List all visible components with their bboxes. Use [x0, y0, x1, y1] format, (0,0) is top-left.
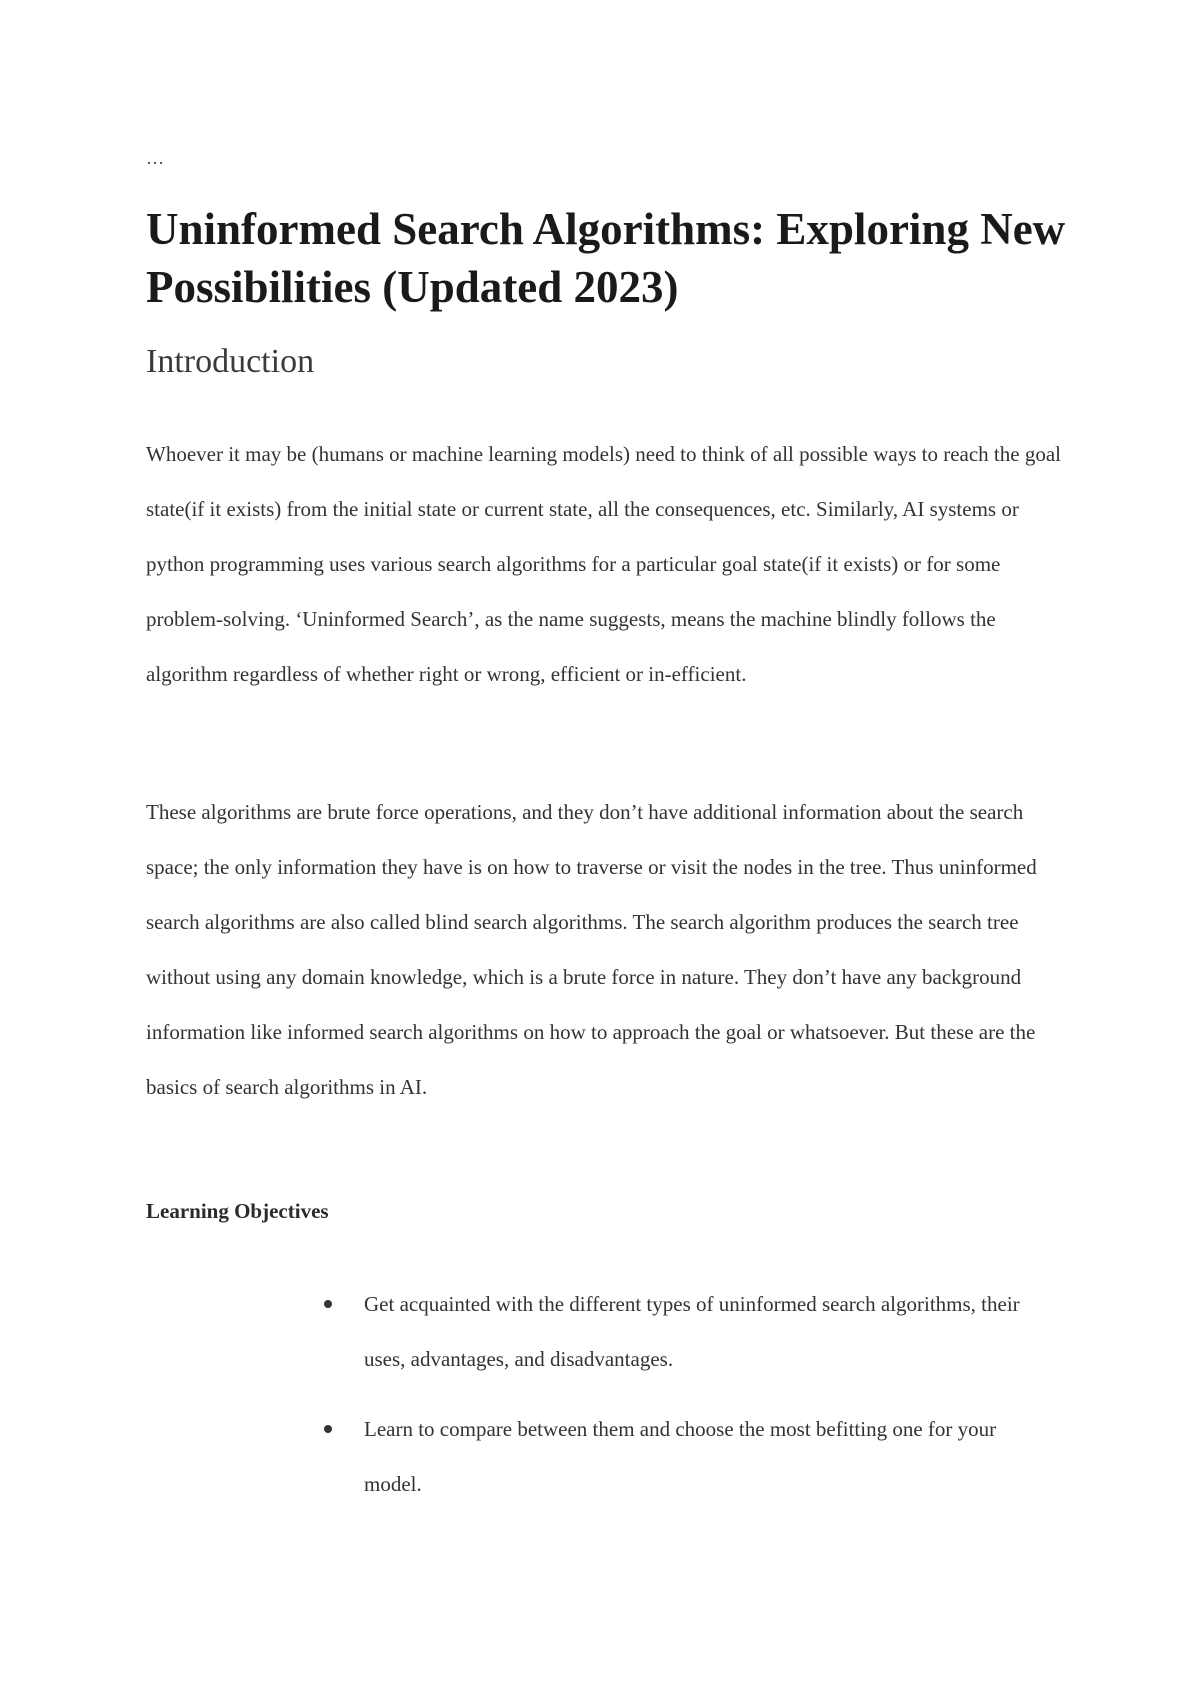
list-item-text: Learn to compare between them and choose the most befitting one for your model. [364, 1417, 997, 1496]
learning-objectives-heading: Learning Objectives [146, 1199, 329, 1223]
intro-paragraph-1: Whoever it may be (humans or machine learning models) need to think of all possible ways to reach the goal state(if it exists) from the initial state or current state, all the consequences, etc. Similarly, AI systems or python programming uses various search algorithms for a particular goal state(if it exists) or for some problem-solving. ‘Uninformed Search’, as the name suggests, means the machine blindly follows the algorithm regardless of whether right or wrong, efficient or in-efficient. [146, 442, 1061, 686]
learning-objectives-list [324, 1277, 1054, 1527]
list-item-text: Get acquainted with the different types of uninformed search algorithms, their uses, advantages, and disadvantages. [364, 1292, 1020, 1371]
bullet-icon [324, 1300, 332, 1308]
section-heading-introduction: Introduction [146, 343, 315, 380]
page-title: Uninformed Search Algorithms: Exploring New Possibilities (Updated 2023) [146, 204, 1066, 312]
bullet-icon [324, 1425, 332, 1433]
intro-paragraph-2: These algorithms are brute force operations, and they don’t have additional information about the search space; the only information they have is on how to traverse or visit the nodes in the tree. Thus uninformed search algorithms are also called blind search algorithms. The search algorithm produces the search tree without using any domain knowledge, which is a brute force in nature. They don’t have any background information like informed search algorithms on how to approach the goal or whatsoever. But these are the basics of search algorithms in AI. [146, 800, 1037, 1099]
ellipsis-marker: … [146, 148, 164, 168]
list-item [324, 1402, 1054, 1512]
list-item [324, 1277, 1054, 1387]
